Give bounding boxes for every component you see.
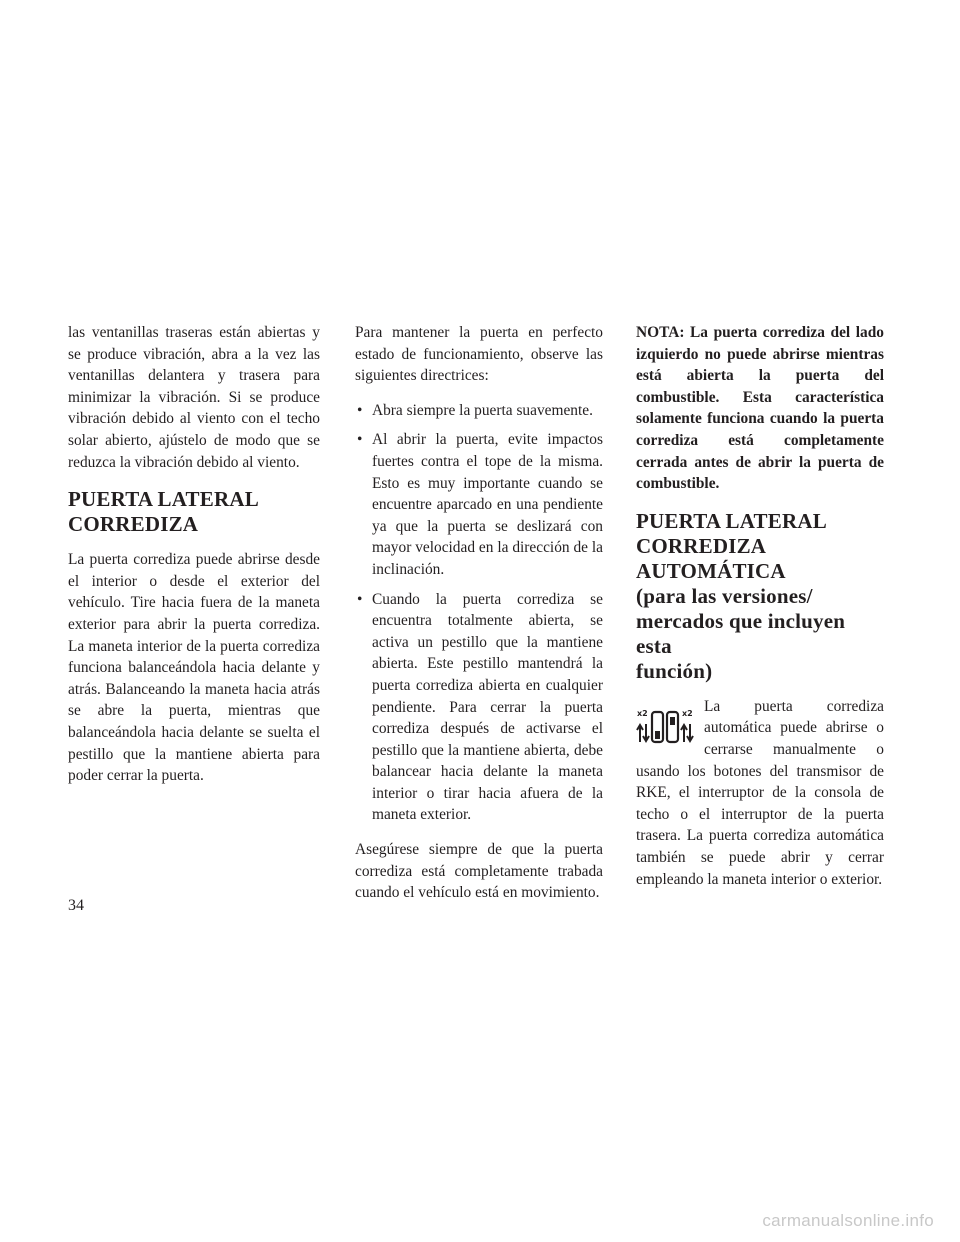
page-number: 34 bbox=[68, 897, 84, 914]
heading-line: CORREDIZA AUTOMÁTICA bbox=[636, 533, 786, 583]
icon-label-left: x2 bbox=[637, 708, 648, 718]
note-paragraph: NOTA: La puerta corrediza del lado izquierdo no puede abrirse mientras está abierta la puerta del combustible. Esta característica solamente funciona cuando la puerta corrediza está completamente cerrada antes de abrir la puerta de combustible. bbox=[636, 324, 884, 493]
paragraph-ventanillas: las ventanillas traseras están abiertas y se produce vibración, abra a la vez las ventanillas delantera y trasera para minimizar la vibración. Si se produce vibración debido al viento con el techo solar abierto, ajústelo de modo que se reduzca la vibración debido al viento. bbox=[68, 324, 320, 471]
icon-paragraph bbox=[636, 696, 884, 890]
heading-line: PUERTA LATERAL bbox=[636, 508, 827, 533]
heading-puerta-corrediza-automatica bbox=[636, 509, 884, 684]
paragraph-puerta-corrediza: La puerta corrediza puede abrirse desde el interior o desde el exterior del vehículo. Tire hacia fuera de la maneta exterior para abrir la puerta corrediza. La maneta interior de la puerta corrediza funciona balanceándola hacia delante y atrás. Balanceando la maneta hacia atrás se abre la puerta, mientras que balanceándola hacia delante se suelta el pestillo que la mantiene abierta para poder cerrar la puerta. bbox=[68, 551, 320, 785]
column-middle bbox=[355, 322, 603, 917]
paragraph-asegurese: Asegúrese siempre de que la puerta corrediza está completamente trabada cuando el vehículo está en movimiento. bbox=[355, 841, 603, 902]
icon-label-right: x2 bbox=[682, 708, 693, 718]
heading-puerta-lateral-corrediza bbox=[68, 487, 320, 537]
list-item: • Al abrir la puerta, evite impactos fuertes contra el tope de la misma. Esto es muy importante cuando se encuentre aparcado en una pendiente ya que la puerta se deslizará con mayor velocidad en la dirección de la inclinación. bbox=[355, 429, 603, 580]
heading-line: PUERTA LATERAL bbox=[68, 487, 259, 512]
column-right bbox=[636, 322, 884, 903]
heading-line: (para las versiones/ bbox=[636, 583, 813, 608]
paragraph-directrices-intro: Para mantener la puerta en perfecto estado de funcionamiento, observe las siguientes directrices: bbox=[355, 324, 603, 385]
guidelines-list bbox=[355, 400, 603, 826]
heading-line: mercados que incluyen esta bbox=[636, 608, 846, 658]
power-sliding-door-icon bbox=[636, 706, 696, 752]
heading-line: función) bbox=[636, 658, 713, 683]
heading-line: CORREDIZA bbox=[68, 512, 199, 537]
list-item: • Cuando la puerta corrediza se encuentra totalmente abierta, se activa un pestillo que la mantiene abierta. Este pestillo mantendrá la puerta corrediza abierta en cualquier pendiente. Para cerrar la puerta corrediza después de activarse el pestillo que la mantiene abierta, debe balancear hacia delante la maneta interior o tirar hacia afuera de la maneta exterior. bbox=[355, 589, 603, 827]
watermark: carmanualsonline.info bbox=[762, 1211, 934, 1230]
list-item: • Abra siempre la puerta suavemente. bbox=[355, 400, 603, 422]
column-left bbox=[68, 322, 320, 800]
paragraph-puerta-automatica: La puerta corrediza automática puede abrirse o cerrarse manualmente o usando los botones del transmisor de RKE, el interruptor de la consola de techo o el interruptor de la puerta trasera. La puerta corrediza automática también se puede abrir y cerrar empleando la maneta interior o exterior. bbox=[636, 697, 884, 888]
